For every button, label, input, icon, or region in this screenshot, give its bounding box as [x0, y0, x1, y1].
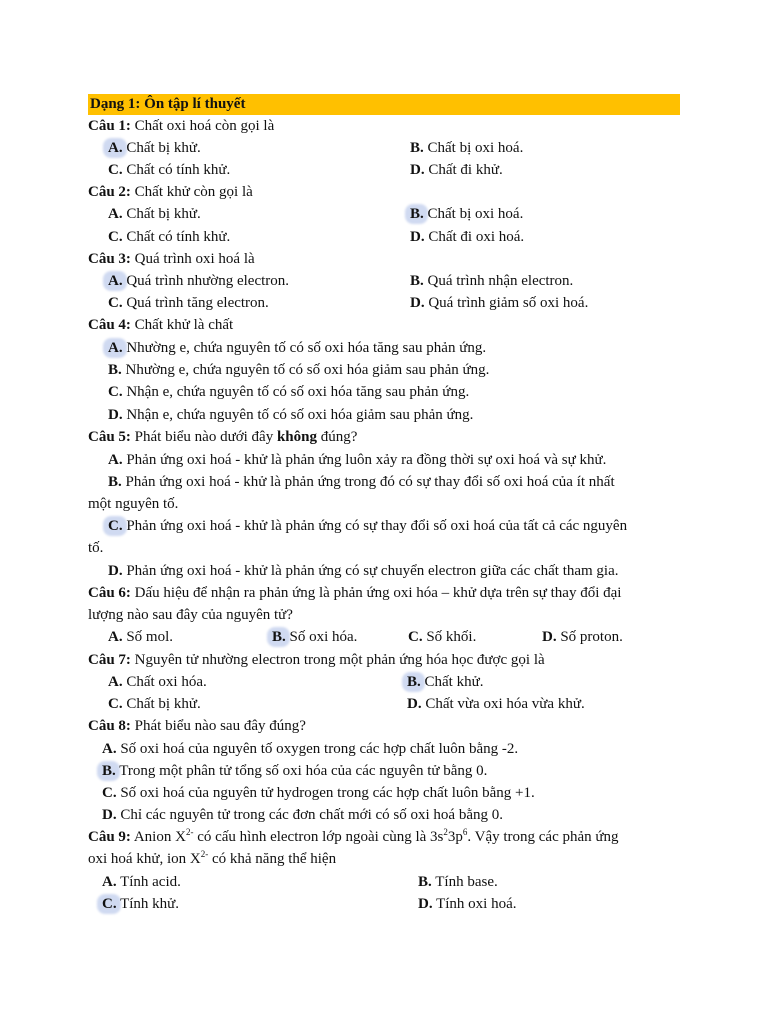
option-label: C. [108, 162, 123, 178]
section-header: Dạng 1: Ôn tập lí thuyết [88, 94, 680, 115]
option-label: B. [410, 140, 424, 156]
superscript: 2- [185, 827, 194, 837]
question-text: 3p [447, 829, 463, 845]
q1-option-a [108, 138, 201, 158]
q9-option-b [418, 872, 498, 892]
option-label: D. [102, 807, 117, 823]
option-text: Nhường e, chứa nguyên tố có số oxi hóa giảm sau phản ứng. [121, 362, 490, 378]
option-text: Chất có tính khử. [122, 162, 231, 178]
option-text: Chất đi oxi hoá. [424, 229, 525, 245]
option-text: Chất đi khử. [424, 162, 503, 178]
option-label: D. [407, 696, 422, 712]
option-label: C. [108, 229, 123, 245]
question-label: Câu 3: [88, 251, 131, 267]
option-label-highlighted: A. [108, 140, 123, 156]
option-text: Chất bị khử. [122, 206, 201, 222]
option-label: A. [108, 452, 123, 468]
q4-option-d [108, 405, 473, 425]
option-label-highlighted: C. [102, 896, 117, 912]
q7-option-a [108, 672, 207, 692]
option-label-highlighted: A. [108, 273, 123, 289]
q1-option-d [410, 160, 503, 180]
q4-option-b [108, 360, 489, 380]
superscript: 2 [443, 827, 448, 837]
option-text: Số mol. [122, 629, 174, 645]
option-text: Chất bị khử. [122, 140, 201, 156]
q6-option-a [108, 627, 173, 647]
superscript: 2- [200, 849, 209, 859]
option-text: Chất vừa oxi hóa vừa khử. [421, 696, 585, 712]
question-9-stem [88, 827, 619, 847]
q9-option-d [418, 894, 516, 914]
option-label: D. [108, 407, 123, 423]
q5-option-d [108, 561, 619, 581]
option-label: D. [410, 295, 425, 311]
option-label: D. [542, 629, 557, 645]
q5-option-c [108, 516, 627, 536]
option-label: C. [108, 384, 123, 400]
q1-option-b [410, 138, 523, 158]
q8-option-b [102, 761, 487, 781]
option-label-highlighted: A. [108, 340, 123, 356]
q5-option-b-cont: một nguyên tố. [88, 496, 179, 512]
option-label-highlighted: B. [407, 674, 421, 690]
question-text: có cấu hình electron lớp ngoài cùng là 3s [193, 829, 444, 845]
option-text: Tính oxi hoá. [432, 896, 517, 912]
q5-option-a [108, 450, 606, 470]
question-9-stem-cont [88, 849, 336, 869]
option-text: Số oxi hoá của nguyên tố oxygen trong các hợp chất luôn bằng -2. [116, 741, 519, 757]
question-5-stem [88, 427, 357, 447]
option-text: Số proton. [556, 629, 623, 645]
question-label: Câu 1: [88, 118, 131, 134]
option-text: Chất bị oxi hoá. [423, 140, 524, 156]
question-emphasis: không [276, 429, 317, 445]
q7-option-c [108, 694, 201, 714]
option-label-highlighted: C. [108, 518, 123, 534]
option-label: D. [410, 229, 425, 245]
question-text: Chất khử còn gọi là [130, 184, 253, 200]
option-text: Chất có tính khử. [122, 229, 231, 245]
option-text: Số oxi hoá của nguyên tử hydrogen trong các hợp chất luôn bằng +1. [116, 785, 535, 801]
question-7-stem [88, 650, 545, 670]
question-text: Dấu hiệu để nhận ra phản ứng là phản ứng oxi hóa – khử dựa trên sự thay đổi đại [130, 585, 622, 601]
option-label: C. [108, 295, 123, 311]
q7-option-b [407, 672, 483, 692]
option-label: D. [410, 162, 425, 178]
option-label-highlighted: B. [102, 763, 116, 779]
option-text: Phản ứng oxi hoá - khử là phản ứng luôn xảy ra đồng thời sự oxi hoá và sự khử. [122, 452, 607, 468]
option-label: C. [108, 696, 123, 712]
question-text: Quá trình oxi hoá là [130, 251, 255, 267]
question-label: Câu 4: [88, 317, 131, 333]
q3-option-d [410, 293, 588, 313]
option-label-highlighted: B. [272, 629, 286, 645]
option-text: Chất khử. [420, 674, 484, 690]
question-label: Câu 7: [88, 652, 131, 668]
question-label: Câu 6: [88, 585, 131, 601]
option-label: A. [108, 206, 123, 222]
question-label: Câu 2: [88, 184, 131, 200]
option-label: A. [102, 741, 117, 757]
q3-option-a [108, 271, 289, 291]
q3-option-c [108, 293, 269, 313]
question-6-stem [88, 583, 621, 603]
q6-option-d [542, 627, 623, 647]
option-label: D. [418, 896, 433, 912]
option-text: Chất bị khử. [122, 696, 201, 712]
option-label: B. [108, 362, 122, 378]
question-text: Nguyên tử nhường electron trong một phản ứng hóa học được gọi là [130, 652, 545, 668]
option-text: Số oxi hóa. [285, 629, 358, 645]
question-3-stem [88, 249, 255, 269]
q5-option-c-cont: tố. [88, 540, 104, 556]
q4-option-a [108, 338, 486, 358]
option-text: Số khối. [422, 629, 477, 645]
option-text: Nhận e, chứa nguyên tố có số oxi hóa tăng sau phản ứng. [122, 384, 470, 400]
option-label: A. [108, 674, 123, 690]
option-text: Chất bị oxi hoá. [423, 206, 524, 222]
option-label-highlighted: B. [410, 206, 424, 222]
option-text: Nhường e, chứa nguyên tố có số oxi hóa tăng sau phản ứng. [122, 340, 487, 356]
option-text: Chất oxi hóa. [122, 674, 207, 690]
option-text: Tính khử. [116, 896, 180, 912]
option-text: Tính base. [431, 874, 498, 890]
q1-option-c [108, 160, 230, 180]
q2-option-d [410, 227, 524, 247]
question-2-stem [88, 182, 253, 202]
option-text: Quá trình tăng electron. [122, 295, 269, 311]
question-text-end: đúng? [317, 429, 358, 445]
option-text: Tính acid. [116, 874, 181, 890]
q5-option-b [108, 472, 615, 492]
question-1-stem [88, 116, 274, 136]
q2-option-a [108, 204, 201, 224]
question-8-stem [88, 716, 306, 736]
question-text: oxi hoá khử, ion X [88, 851, 201, 867]
option-text: Phản ứng oxi hoá - khử là phản ứng có sự thay đổi số oxi hoá của tất cả các nguyên [122, 518, 628, 534]
q7-option-d [407, 694, 585, 714]
question-text: Phát biểu nào dưới đây [130, 429, 277, 445]
question-4-stem [88, 315, 233, 335]
option-label: B. [418, 874, 432, 890]
question-text: Phát biểu nào sau đây đúng? [130, 718, 306, 734]
option-text: Trong một phân tử tổng số oxi hóa của các nguyên tử bằng 0. [115, 763, 488, 779]
question-label: Câu 9: [88, 829, 131, 845]
option-label: C. [408, 629, 423, 645]
q3-option-b [410, 271, 573, 291]
question-6-stem-cont: lượng nào sau đây của nguyên tử? [88, 607, 293, 623]
q2-option-c [108, 227, 230, 247]
q6-option-c [408, 627, 476, 647]
option-label: A. [108, 629, 123, 645]
question-label: Câu 5: [88, 429, 131, 445]
option-text: Quá trình giảm số oxi hoá. [424, 295, 589, 311]
option-text: Nhận e, chứa nguyên tố có số oxi hóa giảm sau phản ứng. [122, 407, 474, 423]
question-text: Chất oxi hoá còn gọi là [130, 118, 275, 134]
q2-option-b [410, 204, 523, 224]
question-text: . Vậy trong các phản ứng [467, 829, 619, 845]
option-text: Chỉ các nguyên tử trong các đơn chất mới có số oxi hoá bằng 0. [116, 807, 503, 823]
option-label: A. [102, 874, 117, 890]
option-label: C. [102, 785, 117, 801]
q9-option-c [102, 894, 179, 914]
option-label: B. [410, 273, 424, 289]
question-label: Câu 8: [88, 718, 131, 734]
superscript: 6 [462, 827, 468, 837]
q8-option-c [102, 783, 535, 803]
q9-option-a [102, 872, 181, 892]
question-text: Chất khử là chất [130, 317, 234, 333]
q8-option-d [102, 805, 503, 825]
q8-option-a [102, 739, 518, 759]
option-text: Phản ứng oxi hoá - khử là phản ứng có sự chuyển electron giữa các chất tham gia. [122, 563, 619, 579]
q4-option-c [108, 382, 469, 402]
q6-option-b [272, 627, 357, 647]
option-text: Phản ứng oxi hoá - khử là phản ứng trong đó có sự thay đổi số oxi hoá của ít nhất [121, 474, 615, 490]
option-text: Quá trình nhường electron. [122, 273, 290, 289]
option-text: Quá trình nhận electron. [423, 273, 574, 289]
question-text: có khả năng thể hiện [208, 851, 337, 867]
option-label: B. [108, 474, 122, 490]
option-label: D. [108, 563, 123, 579]
question-text: Anion X [130, 829, 186, 845]
